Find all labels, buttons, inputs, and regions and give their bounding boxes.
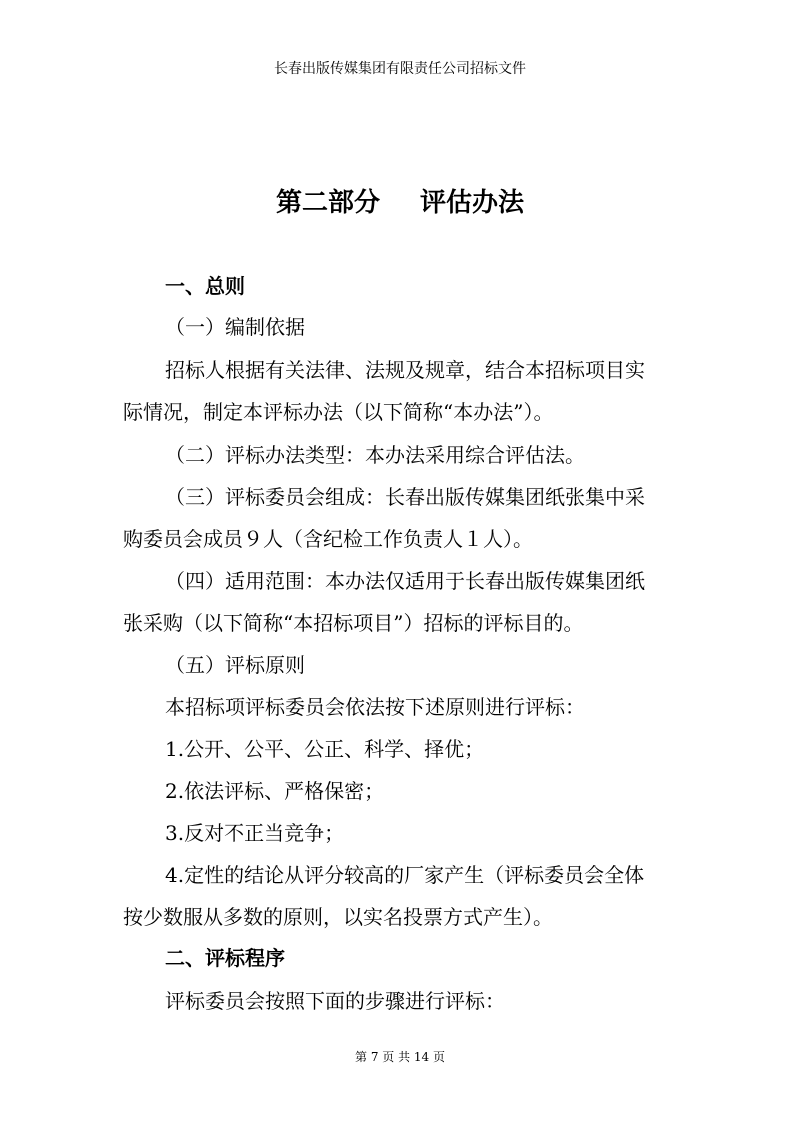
paragraph-line: 评标委员会按照下面的步骤进行评标：	[165, 989, 505, 1013]
paragraph-line: 购委员会成员９人（含纪检工作负责人１人）。	[123, 527, 533, 551]
subheading-basis: （一）编制依据	[165, 315, 305, 339]
subheading-principles: （五）评标原则	[165, 653, 305, 677]
paragraph-line: （四）适用范围：本办法仅适用于长春出版传媒集团纸	[165, 569, 645, 593]
list-item: 2.依法评标、严格保密；	[165, 779, 385, 803]
heading-procedure: 二、评标程序	[165, 946, 285, 970]
page-header: 长春出版传媒集团有限责任公司招标文件	[274, 61, 526, 77]
list-item: 3.反对不正当竞争；	[165, 821, 345, 845]
paragraph-line: 按少数服从多数的原则，以实名投票方式产生）。	[123, 905, 553, 929]
paragraph-line: 招标人根据有关法律、法规及规章，结合本招标项目实	[165, 358, 645, 382]
paragraph-line: 本招标项评标委员会依法按下述原则进行评标：	[165, 695, 585, 719]
paragraph-line: 际情况，制定本评标办法（以下简称“本办法”）。	[123, 400, 554, 424]
list-item: 1.公开、公平、公正、科学、择优；	[165, 737, 485, 761]
page-number: 第 7 页 共 14 页	[355, 1050, 445, 1064]
paragraph-line: （二）评标办法类型：本办法采用综合评估法。	[165, 443, 585, 467]
section-title-name: 评估办法	[420, 188, 525, 218]
list-item: 4.定性的结论从评分较高的厂家产生（评标委员会全体	[165, 863, 645, 887]
paragraph-line: 张采购（以下简称“本招标项目”）招标的评标目的。	[123, 611, 584, 635]
paragraph-line: （三）评标委员会组成：长春出版传媒集团纸张集中采	[165, 485, 645, 509]
section-title	[0, 186, 800, 220]
section-title-part: 第二部分	[275, 188, 380, 218]
heading-general: 一、总则	[165, 274, 245, 298]
